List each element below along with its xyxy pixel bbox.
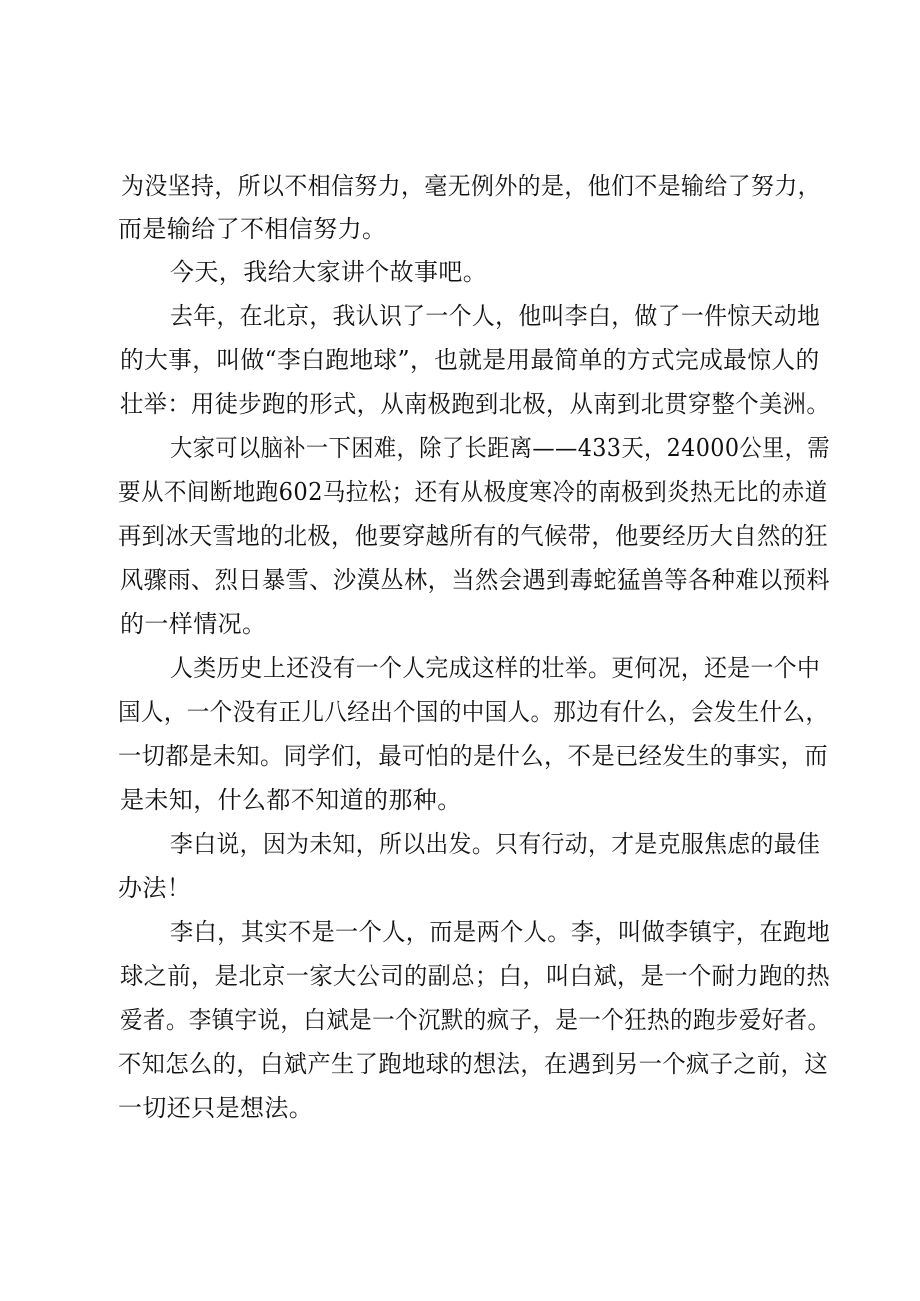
- text-line: 壮举：用徒步跑的形式，从南极跑到北极，从南到北贯穿整个美洲。: [120, 390, 830, 418]
- text-line: 而是输给了不相信努力。: [118, 215, 387, 243]
- text-line: 办法！: [118, 874, 192, 902]
- text-line: 要从不间断地跑602马拉松；还有从极度寒冷的南极到炎热无比的赤道: [118, 478, 828, 506]
- text-line: 的大事，叫做“李白跑地球”，也就是用最简单的方式完成最惊人的: [120, 346, 820, 374]
- text-line: 国人，一个没有正儿八经出个国的中国人。那边有什么，会发生什么，: [118, 698, 829, 726]
- text-line: 李白说，因为未知，所以出发。只有行动，才是克服焦虑的最佳: [170, 830, 821, 858]
- text-line: 的一样情况。: [120, 610, 267, 638]
- text-line: 李白，其实不是一个人，而是两个人。李，叫做李镇宇，在跑地: [170, 918, 831, 946]
- text-line: 再到冰天雪地的北极，他要穿越所有的气候带，他要经历大自然的狂: [118, 522, 828, 550]
- text-line: 是未知，什么都不知道的那种。: [120, 786, 462, 814]
- text-line: 大家可以脑补一下困难，除了长距离——433天，24000公里，需: [170, 434, 830, 462]
- text-line: 人类历史上还没有一个人完成这样的壮举。更何况，还是一个中: [170, 654, 821, 682]
- text-line: 今天，我给大家讲个故事吧。: [170, 258, 488, 286]
- text-line: 一切还只是想法。: [118, 1094, 314, 1122]
- text-line: 风骤雨、烈日暴雪、沙漠丛林，当然会遇到毒蛇猛兽等各种难以预料: [120, 566, 830, 594]
- text-line: 一切都是未知。同学们，最可怕的是什么，不是已经发生的事实，而: [118, 742, 828, 770]
- text-line: 爱者。李镇宇说，白斌是一个沉默的疯子，是一个狂热的跑步爱好者。: [120, 1006, 831, 1034]
- text-line: 不知怎么的，白斌产生了跑地球的想法，在遇到另一个疯子之前，这: [118, 1050, 828, 1078]
- text-line: 为没坚持，所以不相信努力，毫无例外的是，他们不是输给了努力，: [121, 172, 821, 200]
- text-line: 球之前，是北京一家大公司的副总；白，叫白斌，是一个耐力跑的热: [120, 962, 830, 990]
- text-line: 去年，在北京，我认识了一个人，他叫李白，做了一件惊天动地: [170, 302, 821, 330]
